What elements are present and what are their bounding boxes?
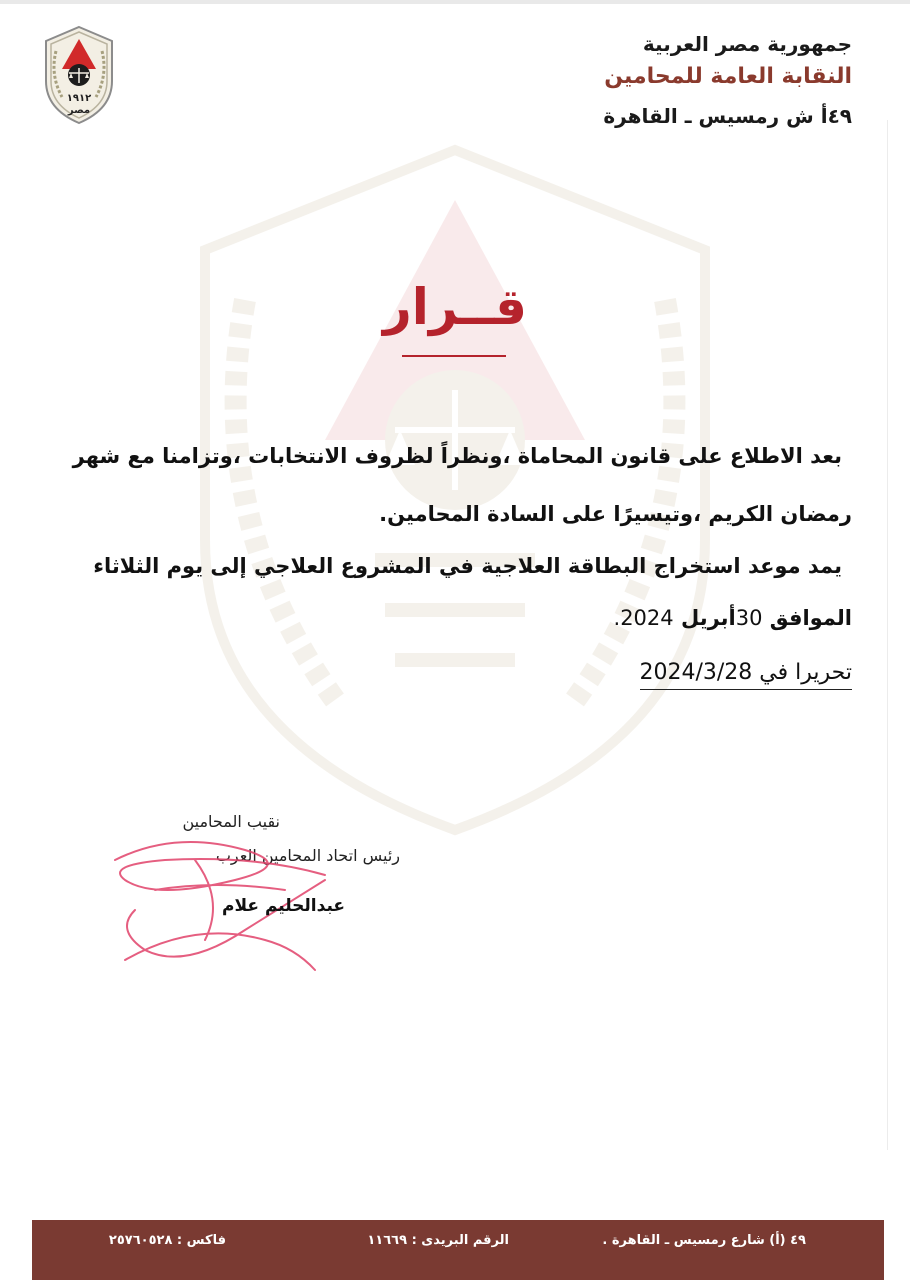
decision-title: قــرار: [383, 278, 527, 336]
last-line-word-1: الموافق: [769, 606, 852, 630]
top-border: [0, 0, 910, 4]
body-line-1: بعد الاطلاع على قانون المحاماة ،ونظراً لظروف الانتخابات ،وتزامنا مع شهر: [72, 444, 842, 468]
issue-date: تحريرا في 2024/3/28: [640, 660, 853, 690]
watermark-emblem-icon: [185, 140, 725, 840]
header-country: جمهورية مصر العربية: [642, 32, 852, 56]
footer-fax: فاكس : ٢٥٧٦٠٥٢٨: [108, 1233, 226, 1248]
signature-subtitle: رئيس اتحاد المحامين العرب: [215, 846, 400, 865]
title-underline: [402, 355, 506, 357]
last-line-month: أبريل: [680, 606, 736, 630]
body-line-3: يمد موعد استخراج البطاقة العلاجية في المشروع العلاجي إلى يوم الثلاثاء: [93, 554, 842, 578]
right-border: [887, 120, 888, 1150]
body-line-2: رمضان الكريم ،وتيسيرًا على السادة المحامين.: [379, 502, 852, 526]
logo-country: مصر: [67, 105, 91, 116]
footer-address: ٤٩ (أ) شارع رمسيس ـ القاهرة .: [602, 1233, 806, 1248]
body-line-4: [614, 606, 853, 630]
footer-bar: [32, 1220, 884, 1280]
last-line-day: 30: [735, 606, 763, 630]
last-line-year: 2024.: [613, 606, 674, 630]
bar-association-logo: [42, 25, 116, 125]
header-syndicate: النقابة العامة للمحامين: [604, 64, 852, 89]
signature-title: نقيب المحامين: [182, 812, 280, 831]
logo-year: ١٩١٢: [66, 93, 92, 104]
header-address: ٤٩أ ش رمسيس ـ القاهرة: [603, 104, 852, 128]
footer-postal-code: الرقم البريدى : ١١٦٦٩: [367, 1233, 509, 1248]
signature-name: عبدالحليم علام: [222, 896, 345, 916]
